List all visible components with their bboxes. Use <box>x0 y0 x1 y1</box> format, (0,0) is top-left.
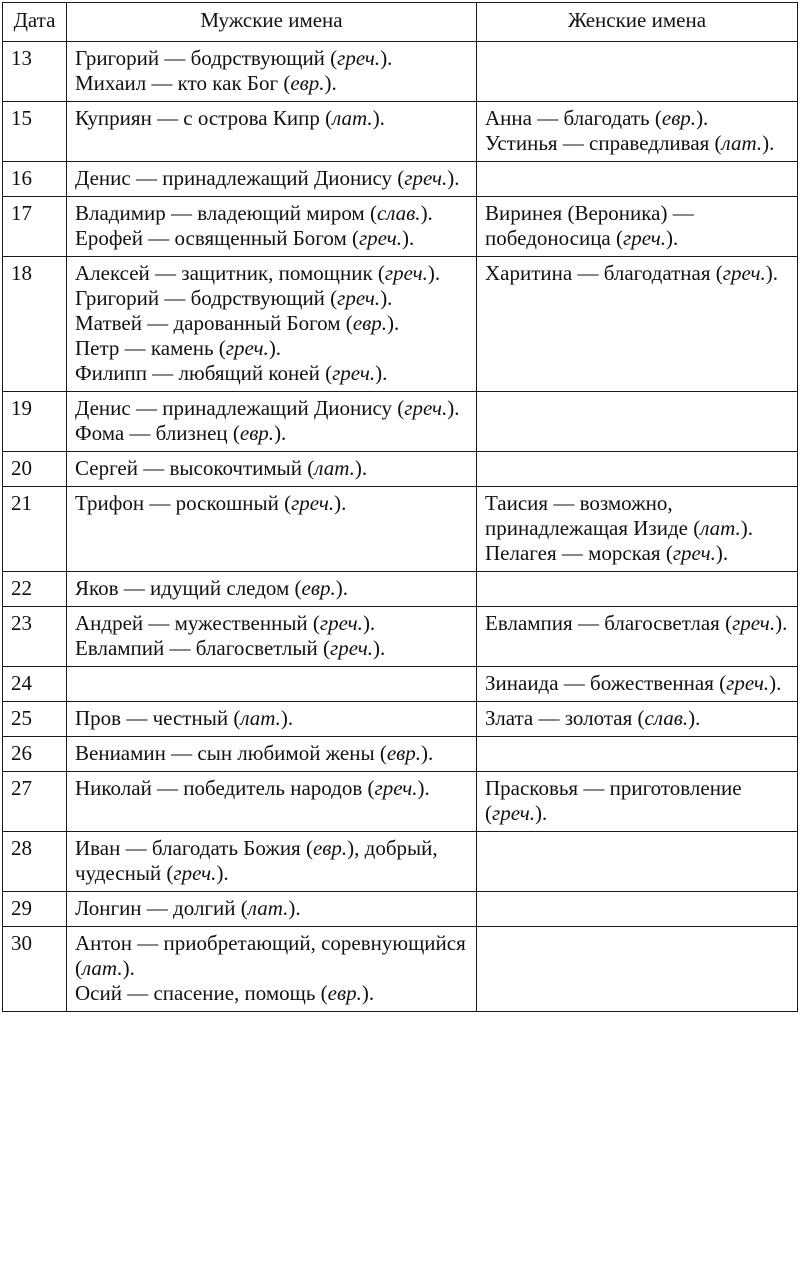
name-text: ). <box>387 311 400 335</box>
male-names-cell <box>67 667 477 702</box>
name-text: ). <box>380 286 393 310</box>
female-names-cell <box>477 392 798 452</box>
table-row <box>3 832 798 892</box>
name-days-table <box>2 2 798 1012</box>
male-names-cell <box>67 162 477 197</box>
name-text: ), добрый, чудесный ( <box>75 836 438 885</box>
language-origin: лат. <box>247 896 289 920</box>
male-name-entry <box>75 166 470 191</box>
name-text: Вениамин — сын любимой жены ( <box>75 741 387 765</box>
language-origin: евр. <box>301 576 336 600</box>
language-origin: греч. <box>330 636 374 660</box>
female-name-entry <box>485 776 791 826</box>
female-names-cell <box>477 607 798 667</box>
language-origin: греч. <box>225 336 269 360</box>
name-text: Устинья — справедливая ( <box>485 131 722 155</box>
male-names-cell <box>67 487 477 572</box>
name-text: ). <box>122 956 135 980</box>
name-text: Владимир — владеющий миром ( <box>75 201 377 225</box>
language-origin: греч. <box>337 286 381 310</box>
language-origin: греч. <box>623 226 667 250</box>
name-text: Иван — благодать Божия ( <box>75 836 313 860</box>
name-text: Михаил — кто как Бог ( <box>75 71 291 95</box>
female-names-cell <box>477 572 798 607</box>
name-text: Григорий — бодрствующий ( <box>75 286 338 310</box>
male-names-cell <box>67 102 477 162</box>
female-names-cell <box>477 667 798 702</box>
male-name-entry <box>75 286 470 311</box>
table-row <box>3 452 798 487</box>
male-name-entry <box>75 71 470 96</box>
male-names-cell <box>67 197 477 257</box>
language-origin: греч. <box>319 611 363 635</box>
name-text: ). <box>696 106 709 130</box>
female-names-cell <box>477 737 798 772</box>
name-text: ). <box>354 456 368 480</box>
male-names-cell <box>67 572 477 607</box>
date-cell: 28 <box>3 832 67 892</box>
table-row <box>3 42 798 102</box>
language-origin: греч. <box>384 261 428 285</box>
language-origin: евр. <box>352 311 387 335</box>
female-names-cell <box>477 257 798 392</box>
name-text: ). <box>765 261 779 285</box>
language-origin: евр. <box>327 981 362 1005</box>
name-text: Антон — приобретающий, соревнующийся ( <box>75 931 466 980</box>
male-name-entry <box>75 981 470 1006</box>
name-text: ). <box>447 396 460 420</box>
date-cell: 15 <box>3 102 67 162</box>
name-text: Пелагея — морская ( <box>485 541 673 565</box>
name-text: ). <box>740 516 754 540</box>
language-origin: лат. <box>332 106 373 130</box>
name-text: ). <box>335 576 348 600</box>
name-text: ). <box>362 611 376 635</box>
female-names-cell <box>477 927 798 1012</box>
table-row <box>3 392 798 452</box>
male-name-entry <box>75 396 470 421</box>
language-origin: слав. <box>644 706 689 730</box>
language-origin: лат. <box>721 131 763 155</box>
language-origin: греч. <box>404 396 448 420</box>
male-name-entry <box>75 576 470 601</box>
name-text: ). <box>447 166 460 190</box>
table-row <box>3 197 798 257</box>
date-cell: 30 <box>3 927 67 1012</box>
name-text: ). <box>688 706 701 730</box>
date-cell: 20 <box>3 452 67 487</box>
male-names-cell <box>67 892 477 927</box>
language-origin: лат. <box>314 456 355 480</box>
name-text: Анна — благодать ( <box>485 106 662 130</box>
male-name-entry <box>75 336 470 361</box>
table-row <box>3 162 798 197</box>
date-cell: 26 <box>3 737 67 772</box>
language-origin: греч. <box>672 541 716 565</box>
name-text: Таисия — возможно, принадлежащая Изиде ( <box>485 491 701 540</box>
name-text: ). <box>417 776 430 800</box>
name-text: ). <box>288 896 301 920</box>
header-row <box>3 3 798 42</box>
name-text: Денис — принадлежащий Дионису ( <box>75 166 405 190</box>
language-origin: слав. <box>376 201 421 225</box>
table-row <box>3 737 798 772</box>
male-names-cell <box>67 772 477 832</box>
name-text: Яков — идущий следом ( <box>75 576 302 600</box>
male-names-cell <box>67 832 477 892</box>
male-name-entry <box>75 931 470 981</box>
name-text: Алексей — защитник, помощник ( <box>75 261 385 285</box>
name-text: ). <box>666 226 679 250</box>
name-text: ). <box>280 706 294 730</box>
name-text: Ерофей — освященный Богом ( <box>75 226 359 250</box>
name-text: ). <box>715 541 729 565</box>
language-origin: лат. <box>700 516 741 540</box>
female-name-entry <box>485 201 791 251</box>
male-name-entry <box>75 706 470 731</box>
date-cell: 21 <box>3 487 67 572</box>
date-cell: 29 <box>3 892 67 927</box>
male-name-entry <box>75 896 470 921</box>
date-cell: 27 <box>3 772 67 832</box>
language-origin: греч. <box>374 776 418 800</box>
table-row <box>3 702 798 737</box>
name-text: Филипп — любящий коней ( <box>75 361 333 385</box>
male-names-cell <box>67 392 477 452</box>
male-names-cell <box>67 927 477 1012</box>
table-row <box>3 927 798 1012</box>
date-cell: 19 <box>3 392 67 452</box>
male-name-entry <box>75 201 470 226</box>
name-text: Евлампия — благосветлая ( <box>485 611 733 635</box>
female-name-entry <box>485 261 791 286</box>
male-name-entry <box>75 456 470 481</box>
name-text: ). <box>402 226 415 250</box>
male-name-entry <box>75 226 470 251</box>
name-text: ). <box>775 611 788 635</box>
name-text: Андрей — мужественный ( <box>75 611 320 635</box>
language-origin: греч. <box>337 46 381 70</box>
table-row <box>3 667 798 702</box>
name-text: ). <box>361 981 375 1005</box>
date-cell: 22 <box>3 572 67 607</box>
date-column-header: Дата <box>3 3 67 42</box>
female-names-cell <box>477 197 798 257</box>
male-name-entry <box>75 106 470 131</box>
language-origin: евр. <box>661 106 697 130</box>
male-name-entry <box>75 836 470 886</box>
name-text: ). <box>420 201 433 225</box>
name-text: Денис — принадлежащий Дионису ( <box>75 396 405 420</box>
male-names-cell <box>67 737 477 772</box>
name-text: Николай — победитель народов ( <box>75 776 375 800</box>
male-names-cell <box>67 42 477 102</box>
name-text: ). <box>373 636 386 660</box>
name-text: ). <box>268 336 282 360</box>
name-text: ). <box>427 261 441 285</box>
name-text: Матвей — дарованный Богом ( <box>75 311 353 335</box>
female-name-entry <box>485 706 791 731</box>
date-cell: 25 <box>3 702 67 737</box>
table-row <box>3 892 798 927</box>
name-text: ). <box>334 491 347 515</box>
female-name-entry <box>485 611 791 636</box>
name-text: Григорий — бодрствующий ( <box>75 46 338 70</box>
male-names-cell <box>67 257 477 392</box>
male-name-entry <box>75 361 470 386</box>
name-text: ). <box>762 131 775 155</box>
male-name-entry <box>75 741 470 766</box>
female-names-cell <box>477 487 798 572</box>
table-row <box>3 572 798 607</box>
male-name-entry <box>75 636 470 661</box>
table-row <box>3 102 798 162</box>
language-origin: лат. <box>240 706 281 730</box>
male-name-entry <box>75 311 470 336</box>
table-row <box>3 487 798 572</box>
table-row <box>3 607 798 667</box>
name-text: Осий — спасение, помощь ( <box>75 981 328 1005</box>
name-text: Петр — камень ( <box>75 336 226 360</box>
name-text: ). <box>274 421 287 445</box>
name-text: ). <box>535 801 548 825</box>
name-text: ). <box>380 46 393 70</box>
name-text: Евлампий — благосветлый ( <box>75 636 331 660</box>
female-name-entry <box>485 541 791 566</box>
name-text: Харитина — благодатная ( <box>485 261 723 285</box>
name-text: Зинаида — божественная ( <box>485 671 727 695</box>
name-text: Куприян — с острова Кипр ( <box>75 106 333 130</box>
female-names-cell <box>477 702 798 737</box>
female-names-cell <box>477 102 798 162</box>
language-origin: греч. <box>492 801 536 825</box>
table-body <box>3 42 798 1012</box>
name-text: Прасковья — приготовление ( <box>485 776 742 825</box>
female-names-cell <box>477 162 798 197</box>
male-names-cell <box>67 607 477 667</box>
name-text: ). <box>324 71 337 95</box>
language-origin: греч. <box>291 491 335 515</box>
name-text: Сергей — высокочтимый ( <box>75 456 315 480</box>
female-names-cell <box>477 832 798 892</box>
female-name-entry <box>485 491 791 541</box>
table-row <box>3 772 798 832</box>
table-header <box>3 3 798 42</box>
date-cell: 24 <box>3 667 67 702</box>
language-origin: греч. <box>332 361 376 385</box>
name-text: ). <box>375 361 388 385</box>
male-names-column-header: Мужские имена <box>67 3 477 42</box>
male-names-cell <box>67 702 477 737</box>
language-origin: евр. <box>239 421 275 445</box>
name-text: Фома — близнец ( <box>75 421 240 445</box>
female-names-cell <box>477 452 798 487</box>
male-name-entry <box>75 491 470 516</box>
language-origin: евр. <box>386 741 422 765</box>
male-names-cell <box>67 452 477 487</box>
male-name-entry <box>75 776 470 801</box>
language-origin: греч. <box>404 166 448 190</box>
language-origin: греч. <box>358 226 402 250</box>
date-cell: 17 <box>3 197 67 257</box>
male-name-entry <box>75 421 470 446</box>
name-text: ). <box>769 671 782 695</box>
male-name-entry <box>75 261 470 286</box>
male-name-entry <box>75 611 470 636</box>
female-name-entry <box>485 106 791 131</box>
language-origin: греч. <box>722 261 766 285</box>
table-row <box>3 257 798 392</box>
female-names-cell <box>477 42 798 102</box>
name-text: Лонгин — долгий ( <box>75 896 248 920</box>
name-text: ). <box>421 741 434 765</box>
date-cell: 18 <box>3 257 67 392</box>
female-names-column-header: Женские имена <box>477 3 798 42</box>
female-name-entry <box>485 131 791 156</box>
female-name-entry <box>485 671 791 696</box>
male-name-entry <box>75 46 470 71</box>
language-origin: греч. <box>726 671 770 695</box>
name-text: Виринея (Вероника) — победоносица ( <box>485 201 694 250</box>
language-origin: евр. <box>290 71 325 95</box>
female-names-cell <box>477 772 798 832</box>
date-cell: 16 <box>3 162 67 197</box>
language-origin: греч. <box>173 861 217 885</box>
name-text: ). <box>216 861 229 885</box>
name-text: ). <box>372 106 385 130</box>
date-cell: 13 <box>3 42 67 102</box>
name-text: Злата — золотая ( <box>485 706 645 730</box>
language-origin: лат. <box>82 956 123 980</box>
name-text: Трифон — роскошный ( <box>75 491 292 515</box>
name-text: Пров — честный ( <box>75 706 241 730</box>
female-names-cell <box>477 892 798 927</box>
date-cell: 23 <box>3 607 67 667</box>
language-origin: евр. <box>312 836 348 860</box>
language-origin: греч. <box>732 611 776 635</box>
